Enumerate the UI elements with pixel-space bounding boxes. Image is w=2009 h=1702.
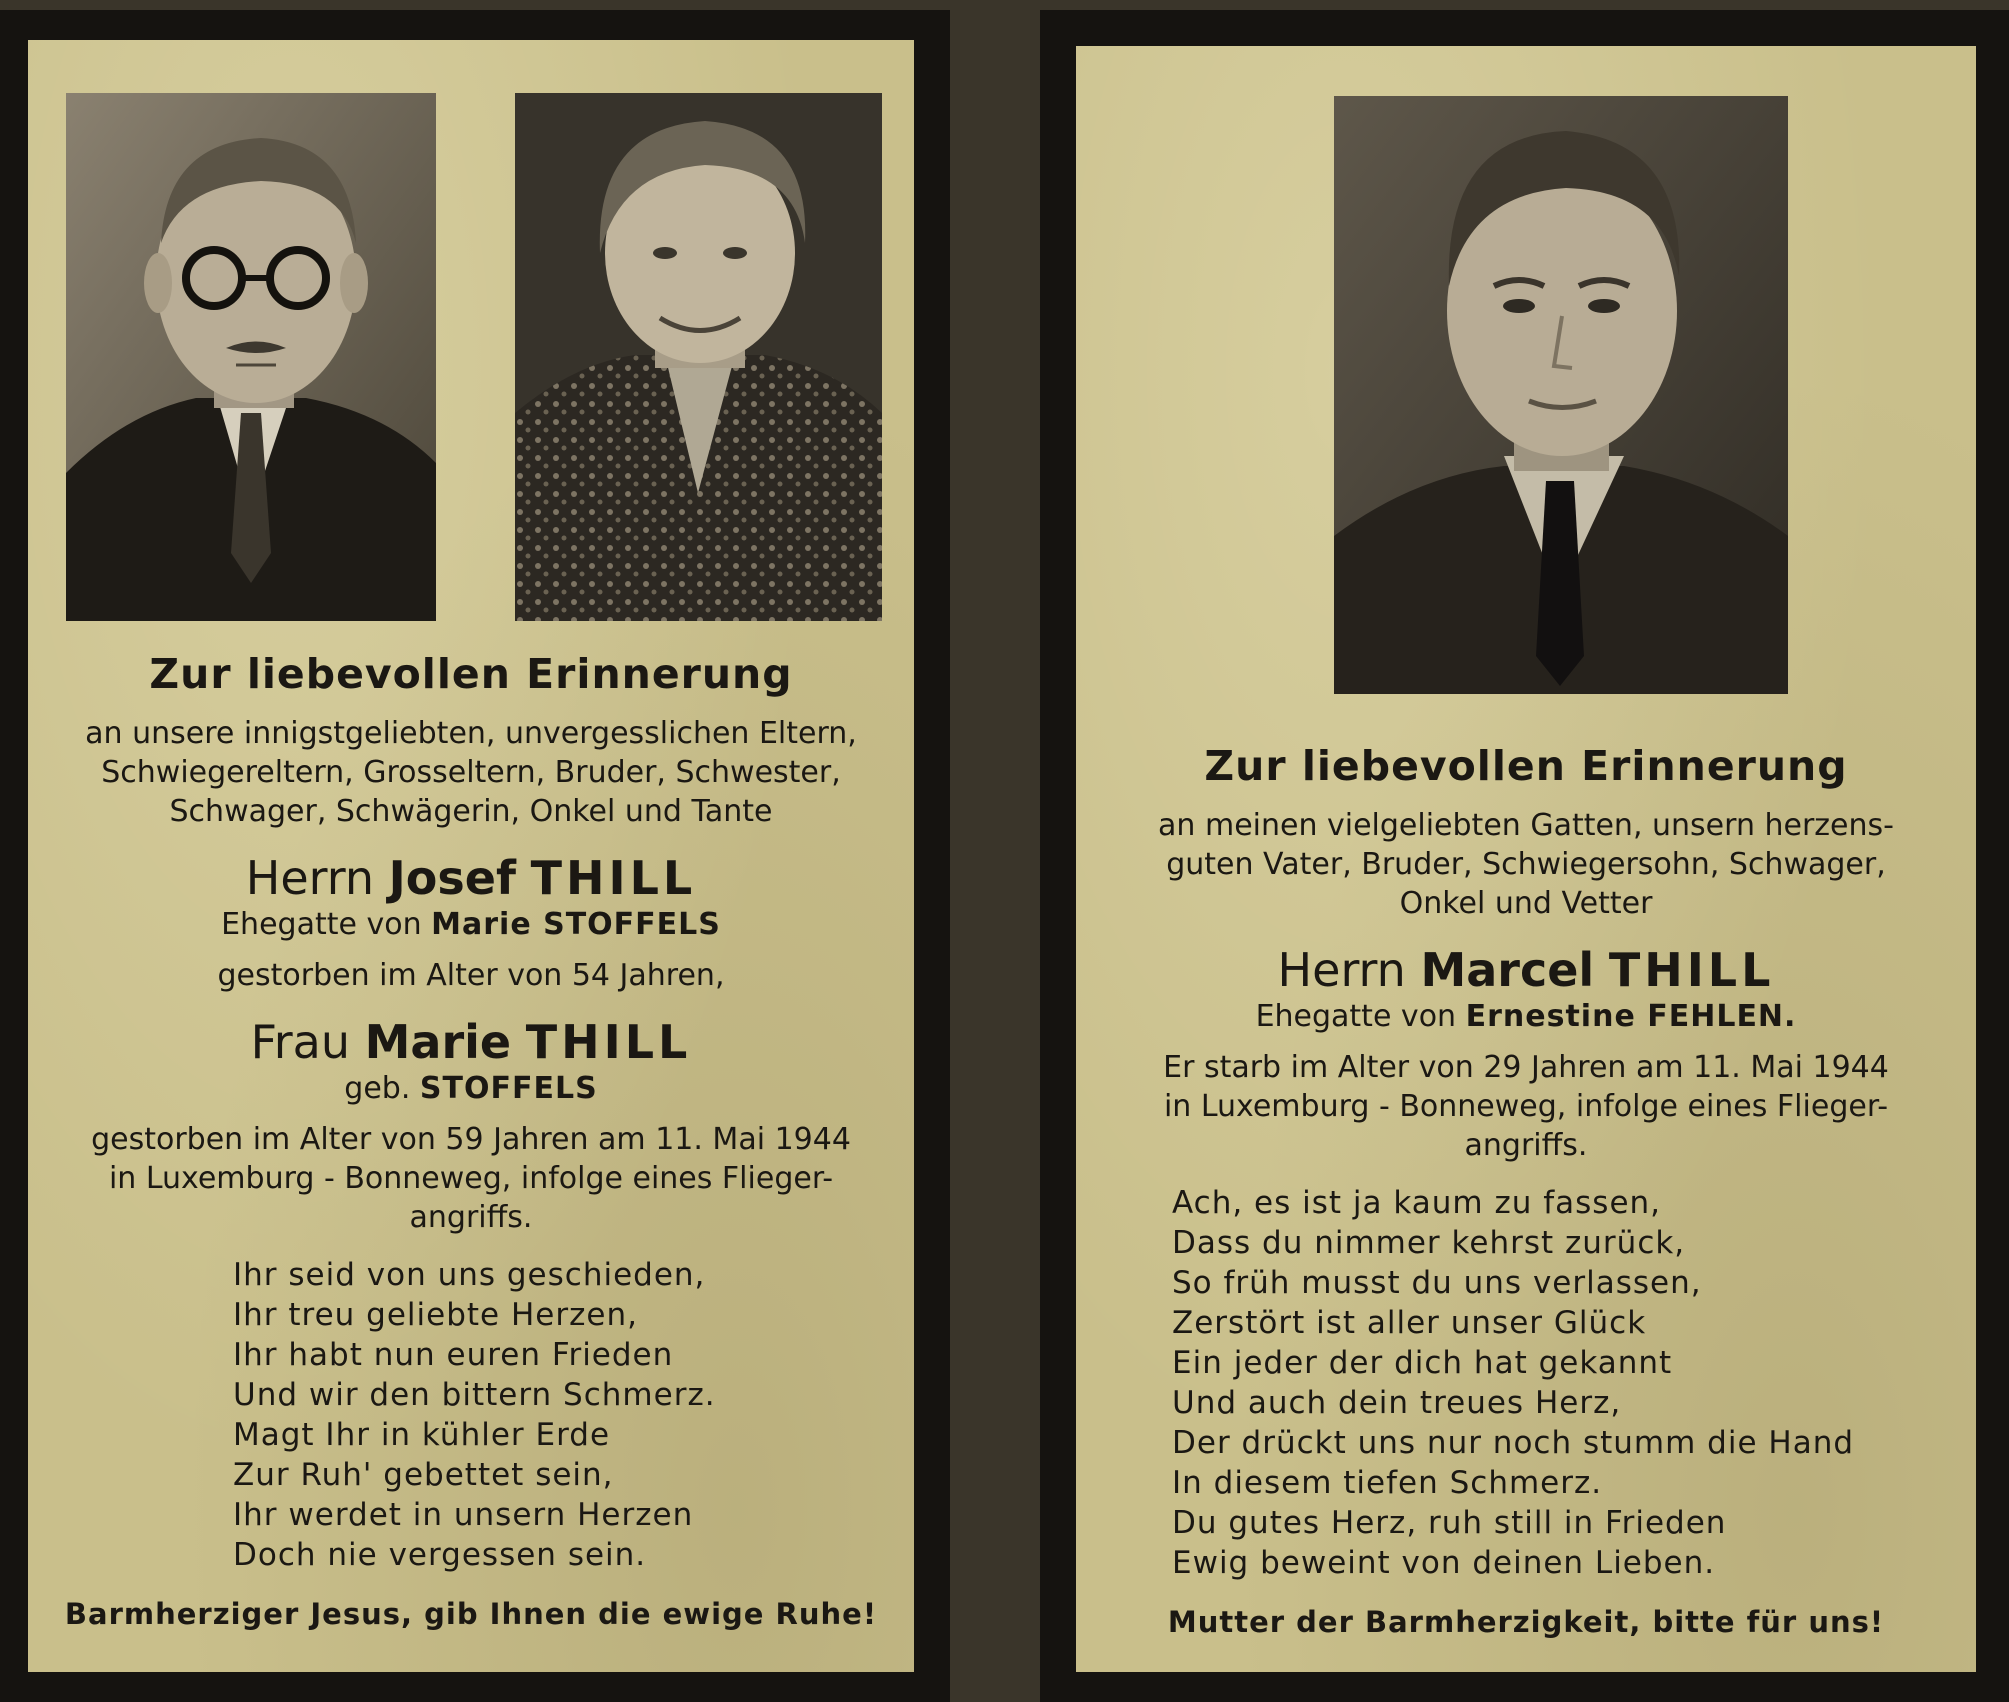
card-paper: [28, 40, 914, 1672]
card-paper: [1076, 46, 1976, 1672]
portrait-photo-marcel: [1334, 96, 1788, 694]
deceased-name-marcel: [1076, 943, 1976, 997]
right-card-text: [1076, 742, 1976, 1639]
given-name: Josef: [388, 851, 516, 905]
death-text-marcel: Er starb im Alter von 29 Jahren am 11. Mai 1944 in Luxemburg - Bonneweg, infolge eines Flieger- angriffs.: [1163, 1050, 1889, 1163]
name-title: Herrn: [1277, 943, 1406, 997]
deceased-name-marie: [28, 1015, 914, 1069]
closing-prayer: Barmherziger Jesus, gib Ihnen die ewige Ruhe!: [64, 1597, 878, 1631]
memorial-poem: Ihr seid von uns geschieden, Ihr treu geliebte Herzen, Ihr habt nun euren Frieden Und wir den bittern Schmerz. Magt Ihr in kühler Erde Zur Ruh' gebettet sein, Ihr werdet in unsern Herzen Doch nie vergessen sein.: [233, 1257, 716, 1573]
birth-prefix: geb.: [344, 1071, 411, 1106]
memorial-poem: Ach, es ist ja kaum zu fassen, Dass du nimmer kehrst zurück, So früh musst du uns verlassen, Zerstört ist aller unser Glück Ein jeder der dich hat gekannt Und auch dein treues Herz, Der drückt uns nur noch stumm die Hand In diesem tiefen Schmerz. Du gutes Herz, ruh still in Frieden Ewig beweint von deinen Lieben.: [1172, 1185, 1855, 1581]
birth-name: STOFFELS: [419, 1071, 598, 1106]
surname: THILL: [1608, 943, 1775, 997]
spouse-name: Ernestine FEHLEN.: [1465, 999, 1797, 1034]
portrait-image: [1334, 96, 1788, 694]
portrait-photo-marie: [515, 93, 882, 621]
spouse-name: Marie STOFFELS: [431, 907, 721, 942]
memorial-card-left: [0, 10, 950, 1702]
memorial-card-right: [1040, 10, 2009, 1702]
memorial-intro: an unsere innigstgeliebten, unvergesslichen Eltern, Schwiegereltern, Grosseltern, Bruder, Schwester, Schwager, Schwägerin, Onkel und Tante: [85, 716, 857, 829]
given-name: Marcel: [1420, 943, 1595, 997]
memorial-heading: Zur liebevollen Erinnerung: [1204, 742, 1848, 790]
birth-name-line: [28, 1071, 914, 1106]
spouse-prefix: Ehegatte von: [1255, 999, 1457, 1034]
portrait-image: [66, 93, 436, 621]
memorial-intro: an meinen vielgeliebten Gatten, unsern herzens- guten Vater, Bruder, Schwiegersohn, Schwager, Onkel und Vetter: [1158, 808, 1894, 921]
spouse-line: [1076, 999, 1976, 1034]
death-text-marie: gestorben im Alter von 59 Jahren am 11. Mai 1944 in Luxemburg - Bonneweg, infolge eines Flieger- angriffs.: [91, 1122, 851, 1235]
spouse-line: [28, 907, 914, 942]
name-title: Herrn: [245, 851, 375, 905]
portrait-photo-josef: [66, 93, 436, 621]
surname: THILL: [530, 851, 697, 905]
given-name: Marie: [364, 1015, 512, 1069]
memorial-heading: Zur liebevollen Erinnerung: [149, 650, 793, 698]
death-text-josef: gestorben im Alter von 54 Jahren,: [217, 958, 725, 993]
deceased-name-josef: [28, 851, 914, 905]
closing-prayer: Mutter der Barmherzigkeit, bitte für uns!: [1167, 1605, 1885, 1639]
surname: THILL: [525, 1015, 692, 1069]
left-card-text: [28, 650, 914, 1631]
spouse-prefix: Ehegatte von: [221, 907, 422, 942]
name-title: Frau: [250, 1015, 351, 1069]
portrait-image: [515, 93, 882, 621]
